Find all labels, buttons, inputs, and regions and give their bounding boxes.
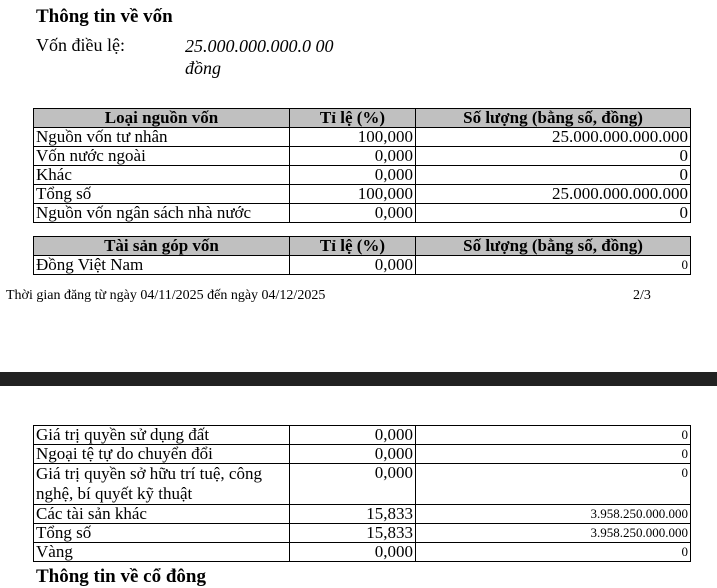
source-ratio: 100,000	[290, 128, 416, 147]
asset-ratio: 0,000	[290, 256, 416, 275]
charter-capital-value: 25.000.000.000.0 00 đồng	[185, 36, 334, 78]
table-row	[34, 505, 691, 524]
asset-ratio: 15,833	[290, 505, 416, 524]
section-title: Thông tin về vốn	[36, 6, 173, 27]
asset-amount: 0	[416, 543, 691, 562]
source-amount: 25.000.000.000.000	[416, 185, 691, 204]
asset-amount: 3.958.250.000.000	[416, 505, 691, 524]
table-row	[34, 543, 691, 562]
capital-sources-table	[33, 108, 691, 223]
source-ratio: 0,000	[290, 147, 416, 166]
table-row	[34, 147, 691, 166]
asset-ratio: 15,833	[290, 524, 416, 543]
header-ratio: Tỉ lệ (%)	[290, 237, 416, 256]
asset-amount: 0	[416, 445, 691, 464]
source-ratio: 0,000	[290, 166, 416, 185]
source-amount: 0	[416, 147, 691, 166]
table-row	[34, 185, 691, 204]
asset-ratio: 0,000	[290, 464, 416, 505]
page-divider	[0, 372, 717, 386]
source-amount: 25.000.000.000.000	[416, 128, 691, 147]
source-ratio: 100,000	[290, 185, 416, 204]
asset-name: Giá trị quyền sử dụng đất	[34, 426, 290, 445]
table-row	[34, 464, 691, 505]
table-header-row	[34, 237, 691, 256]
registration-period: Thời gian đăng từ ngày 04/11/2025 đến ngày 04/12/2025	[6, 288, 326, 303]
table-row	[34, 204, 691, 223]
page-number: 2/3	[633, 288, 651, 303]
asset-ratio: 0,000	[290, 543, 416, 562]
asset-amount: 0	[416, 426, 691, 445]
header-amount: Số lượng (bằng số, đồng)	[416, 237, 691, 256]
source-name: Nguồn vốn ngân sách nhà nước	[34, 204, 290, 223]
asset-name: Giá trị quyền sở hữu trí tuệ, công nghệ, bí quyết kỹ thuật	[34, 464, 290, 505]
asset-ratio: 0,000	[290, 445, 416, 464]
header-asset-type: Tài sản góp vốn	[34, 237, 290, 256]
source-name: Khác	[34, 166, 290, 185]
next-section-title: Thông tin về cổ đông	[36, 566, 206, 587]
source-name: Nguồn vốn tư nhân	[34, 128, 290, 147]
source-amount: 0	[416, 204, 691, 223]
source-name: Vốn nước ngoài	[34, 147, 290, 166]
asset-ratio: 0,000	[290, 426, 416, 445]
asset-name: Vàng	[34, 543, 290, 562]
source-amount: 0	[416, 166, 691, 185]
source-name: Tổng số	[34, 185, 290, 204]
table-row	[34, 128, 691, 147]
header-amount: Số lượng (bằng số, đồng)	[416, 109, 691, 128]
table-row	[34, 524, 691, 543]
table-row	[34, 256, 691, 275]
header-source-type: Loại nguồn vốn	[34, 109, 290, 128]
table-row	[34, 445, 691, 464]
charter-capital-label: Vốn điều lệ:	[36, 35, 125, 55]
asset-name: Các tài sản khác	[34, 505, 290, 524]
contributed-assets-continued-table	[33, 425, 691, 562]
asset-name: Đồng Việt Nam	[34, 256, 290, 275]
asset-amount: 0	[416, 256, 691, 275]
table-row	[34, 166, 691, 185]
asset-amount: 0	[416, 464, 691, 505]
asset-name: Ngoại tệ tự do chuyển đổi	[34, 445, 290, 464]
asset-name: Tổng số	[34, 524, 290, 543]
table-header-row	[34, 109, 691, 128]
header-ratio: Tỉ lệ (%)	[290, 109, 416, 128]
source-ratio: 0,000	[290, 204, 416, 223]
asset-amount: 3.958.250.000.000	[416, 524, 691, 543]
table-row	[34, 426, 691, 445]
contributed-assets-table	[33, 236, 691, 275]
